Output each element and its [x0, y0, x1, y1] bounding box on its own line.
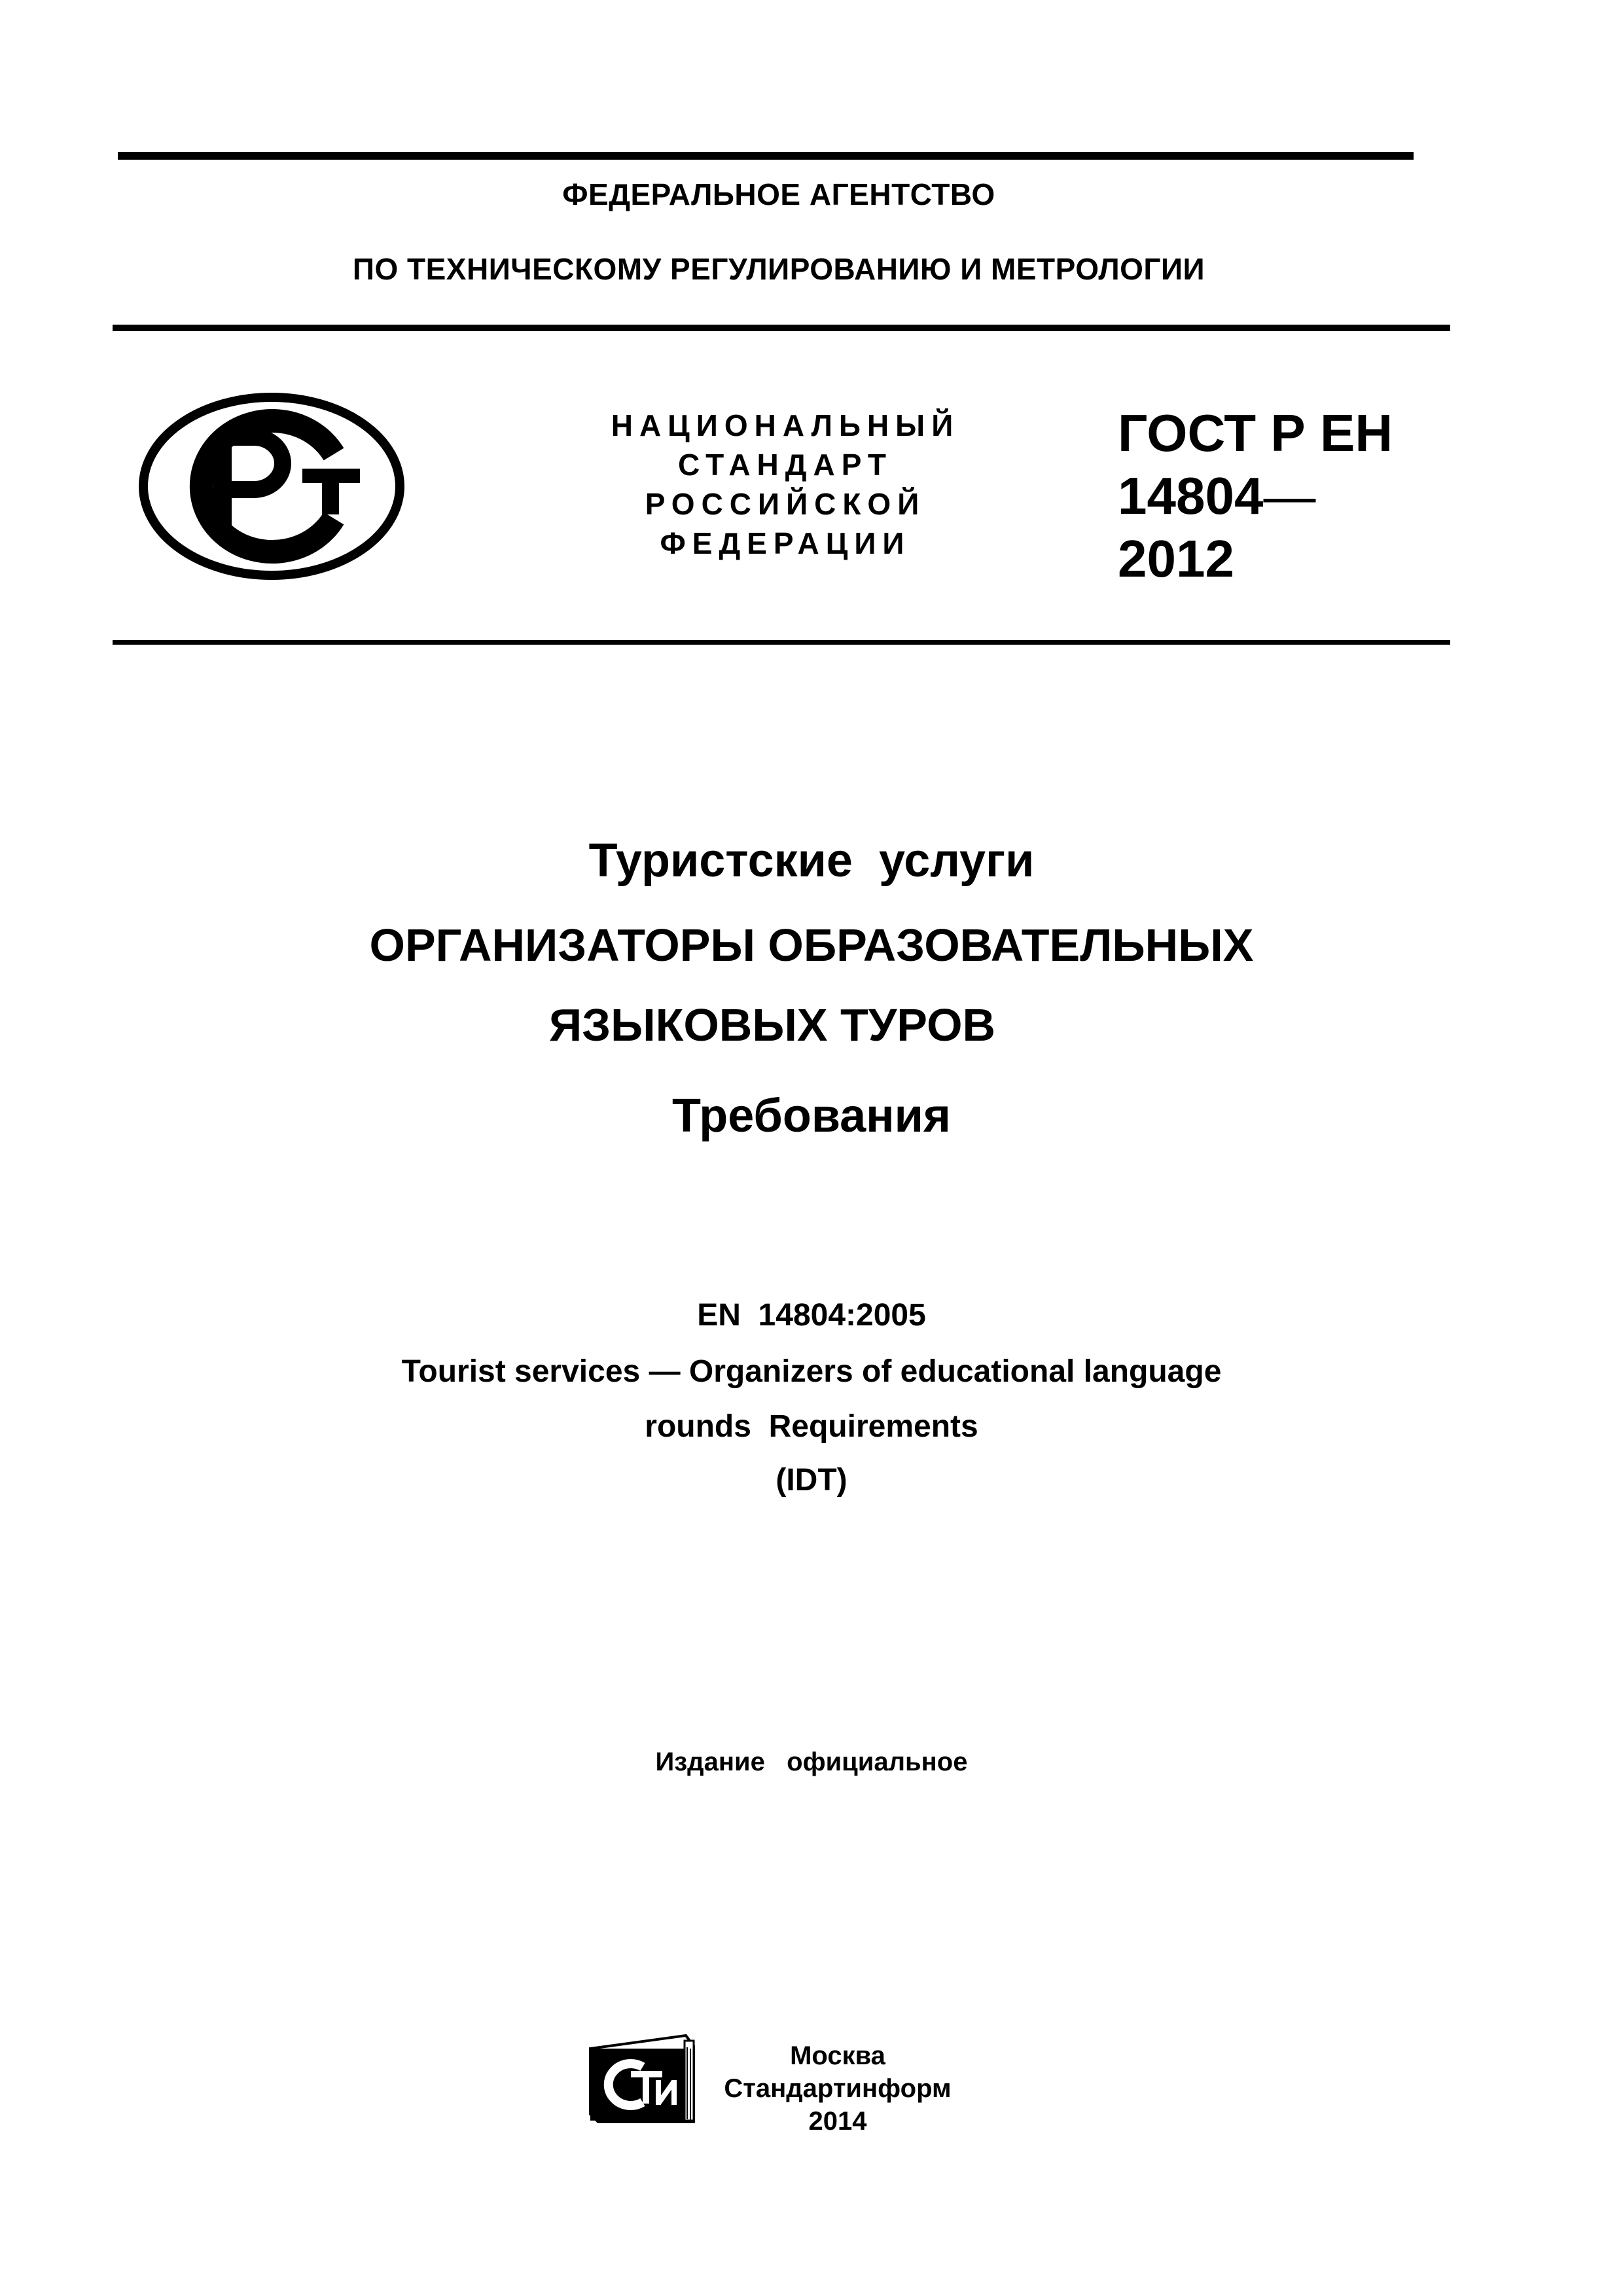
title-line-4: Требования	[672, 1090, 951, 1142]
title-line-2: ОРГАНИЗАТОРЫ ОБРАЗОВАТЕЛЬНЫХ	[369, 920, 1254, 971]
national-standard-line: СТАНДАРТ	[678, 448, 893, 482]
agency-line-2: ПО ТЕХНИЧЕСКОМУ РЕГУЛИРОВАНИЮ И МЕТРОЛОГИИ	[352, 252, 1205, 286]
rst-emblem-icon	[137, 391, 406, 581]
designation-dash: —	[1263, 467, 1316, 525]
national-standard-line: РОССИЙСКОЙ	[645, 487, 926, 521]
national-standard-line: ФЕДЕРАЦИИ	[660, 526, 911, 560]
designation-line-2	[1118, 465, 1510, 528]
agency-line-1: ФЕДЕРАЛЬНОЕ АГЕНТСТВО	[562, 177, 995, 211]
designation-number: 14804	[1118, 467, 1264, 525]
en-title-line-2: rounds Requirements	[645, 1409, 978, 1444]
designation-line-3: 2012	[1118, 529, 1234, 588]
standartinform-logo-icon	[588, 2034, 696, 2125]
title-line-3: ЯЗЫКОВЫХ ТУРОВ	[548, 999, 996, 1050]
national-standard-label	[563, 406, 1008, 563]
publisher-city: Москва	[790, 2041, 885, 2070]
en-code: EN 14804:2005	[697, 1298, 926, 1333]
publisher-logo	[588, 2034, 696, 2125]
edition-label: Издание официальное	[655, 1748, 968, 1776]
en-title-line-1: Tourist services — Organizers of educational language	[401, 1354, 1222, 1389]
gost-logo	[137, 391, 406, 581]
idt-label: (IDT)	[776, 1463, 847, 1498]
designation-line-1: ГОСТ Р ЕН	[1118, 404, 1393, 462]
title-line-1: Туристские услуги	[588, 834, 1035, 887]
top-rule	[118, 152, 1414, 160]
middle-rule	[113, 640, 1450, 645]
national-standard-line: НАЦИОНАЛЬНЫЙ	[611, 408, 960, 442]
standard-designation	[1118, 402, 1510, 590]
header-rule	[113, 325, 1450, 331]
publisher-year: 2014	[808, 2107, 867, 2136]
publisher-name: Стандартинформ	[724, 2074, 952, 2103]
publisher-info	[713, 2039, 962, 2138]
